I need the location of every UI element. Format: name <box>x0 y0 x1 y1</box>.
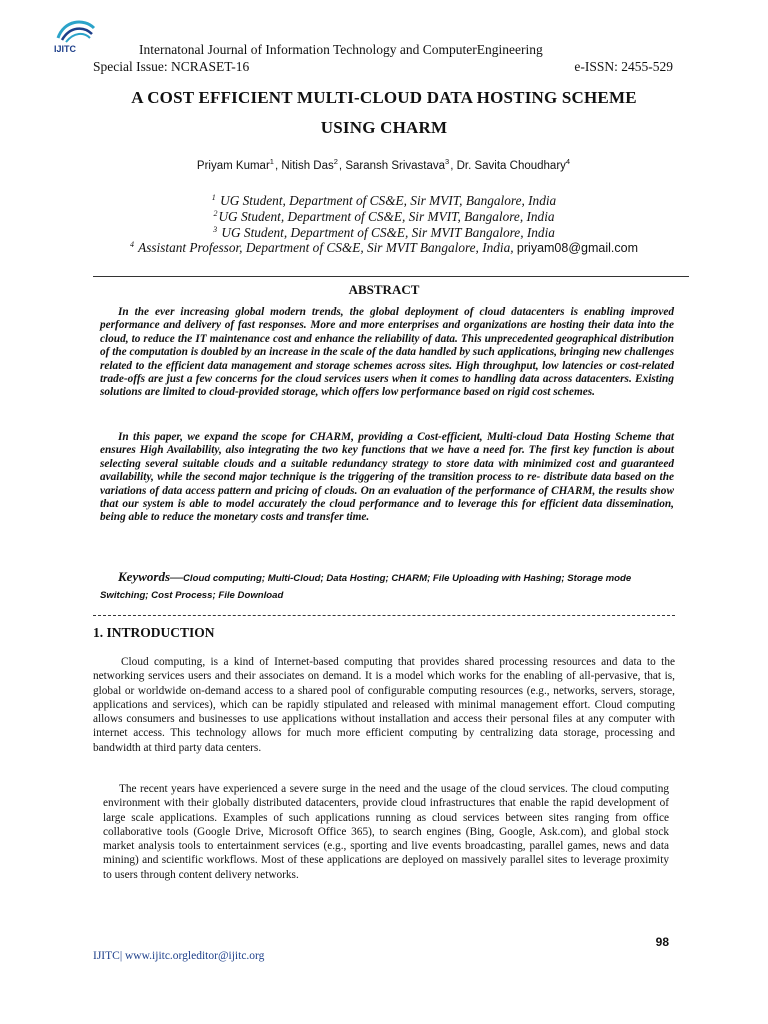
dashed-divider <box>93 615 675 616</box>
affiliation-text: UG Student, Department of CS&E, Sir MVIT, Bangalore, India <box>218 209 555 224</box>
affiliation-sup: 1 <box>211 193 216 202</box>
section-heading-introduction: 1. INTRODUCTION <box>93 625 215 640</box>
affiliation-4 <box>0 240 768 256</box>
author-sup: 1 <box>269 157 274 166</box>
author-name: Priyam Kumar <box>196 160 270 172</box>
affiliation-3 <box>0 225 768 241</box>
affiliation-sup: 2 <box>213 209 218 218</box>
eissn: e-ISSN: 2455-529 <box>574 59 673 74</box>
author-sup: 4 <box>565 157 571 166</box>
affiliation-sup: 4 <box>130 240 134 249</box>
author-list <box>0 157 768 172</box>
author-sup: 3 <box>445 157 450 166</box>
author-name: Nitish Das <box>281 160 334 172</box>
body-text: The recent years have experienced a severe surge in the need and the usage of the cloud services. The cloud computing environment with their globally distributed datacenters, provide cloud infrastructures that enable the rapid development of large scale applications. Examples of such applications running as cloud services between sites ranging from office collaborative tools (Google Drive, Microsoft Office 365), to search engines (Bing, Google, Ask.com), and global stock market analysis tools to entertainment services (e.g., sporting and live events broadcasting, parallel games, news and data mining) and scientific workflows. Most of these applications are deployed on massively parallel sites to leverage proximity to users through content delivery networks. <box>103 783 669 881</box>
special-issue: Special Issue: NCRASET-16 <box>93 59 250 74</box>
paper-title-line-1: A COST EFFICIENT MULTI-CLOUD DATA HOSTING SCHEME <box>131 88 637 107</box>
keywords-text: Cloud computing; Multi-Cloud; Data Hosting; CHARM; File Uploading with Hashing; Storage mode Switching; Cost Process; File Download <box>100 573 632 601</box>
affiliation-sup: 3 <box>213 225 218 234</box>
journal-title: Internatonal Journal of Information Technology and ComputerEngineering <box>139 42 543 57</box>
author-name: Dr. Savita Choudhary <box>456 160 566 172</box>
affiliation-2 <box>0 209 768 225</box>
abstract-text: In this paper, we expand the scope for CHARM, providing a Cost-efficient, Multi-cloud Data Hosting Scheme that ensures High Availability, also integrating the two key functions that we have a need for. The first key function is about selecting several suitable clouds and a suitable redundancy strategy to store data with minimized cost and guaranteed availability, while the second major technique is the triggering of the transition process to re- distribute data based on the variations of data access pattern and pricing of clouds. On an evaluation of the performance of CHARM, the results show that our system is able to model accurately the cloud performance and to leverage this for efficient data dissemination, being able to reduce the monetary costs and transfer time. <box>100 431 674 524</box>
logo-text: IJITC <box>54 44 77 54</box>
abstract-heading: ABSTRACT <box>348 282 420 297</box>
affiliation-text: UG Student, Department of CS&E, Sir MVIT, Bangalore, India <box>216 193 557 208</box>
author-email: priyam08@gmail.com <box>516 241 638 255</box>
keywords <box>100 569 674 603</box>
author-sep: , <box>338 160 346 172</box>
page-number: 98 <box>655 935 669 949</box>
abstract-paragraph-1 <box>100 306 674 400</box>
body-text: Cloud computing, is a kind of Internet-based computing that provides shared processing resources and data to the networking services users and their associates on demand. It is a model which works for the enabling of all-pervasive, that is, global or worldwide on-demand access to a shared pool of configurable computing resources (e.g., networks, servers, storage, applications and services), which can be rapidly stipulated and released with minimal management effort. Cloud computing allows consumers and businesses to use applications without installation and access their personal files at any computer with internet access. This technology allows for much more efficient computing by centralizing data storage, processing and bandwidth at third party data centers. <box>93 656 675 754</box>
paper-title-line-2: USING CHARM <box>320 118 448 137</box>
body-paragraph-1 <box>93 655 675 755</box>
body-paragraph-2 <box>103 782 669 882</box>
author-sep: , <box>274 160 282 172</box>
keywords-label: Keywords— <box>118 569 183 584</box>
author-sup: 2 <box>333 157 338 166</box>
abstract-paragraph-2 <box>100 431 674 525</box>
header-divider <box>93 276 689 277</box>
affiliation-text: Assistant Professor, Department of CS&E, Sir MVIT Bangalore, India, <box>135 240 517 255</box>
footer-link[interactable]: IJITC| www.ijitc.orgleditor@ijitc.org <box>93 950 265 962</box>
affiliation-text: UG Student, Department of CS&E, Sir MVIT Bangalore, India <box>218 225 555 240</box>
affiliation-1 <box>0 193 768 209</box>
abstract-text: In the ever increasing global modern trends, the global deployment of cloud datacenters is enabling improved performance and delivery of fast responses. More and more enterprises and organizations are hosting their data into the cloud, to reduce the IT maintenance cost and enhance the reliability of data. This unprecedented geographical distribution of the computation is doubled by an increase in the scale of the data handled by such applications, bringing new challenges related to the efficient data management and storage schemes across sites. High throughput, low latencies or cost-related trade-offs are just a few concerns for the cloud services users when it comes to handling data across datacenters. Existing solutions are limited to cloud-provided storage, which offers low performance based on rigid cost schemes. <box>100 306 674 399</box>
author-name: Saransh Srivastava <box>345 160 446 172</box>
author-sep: , <box>450 160 457 172</box>
